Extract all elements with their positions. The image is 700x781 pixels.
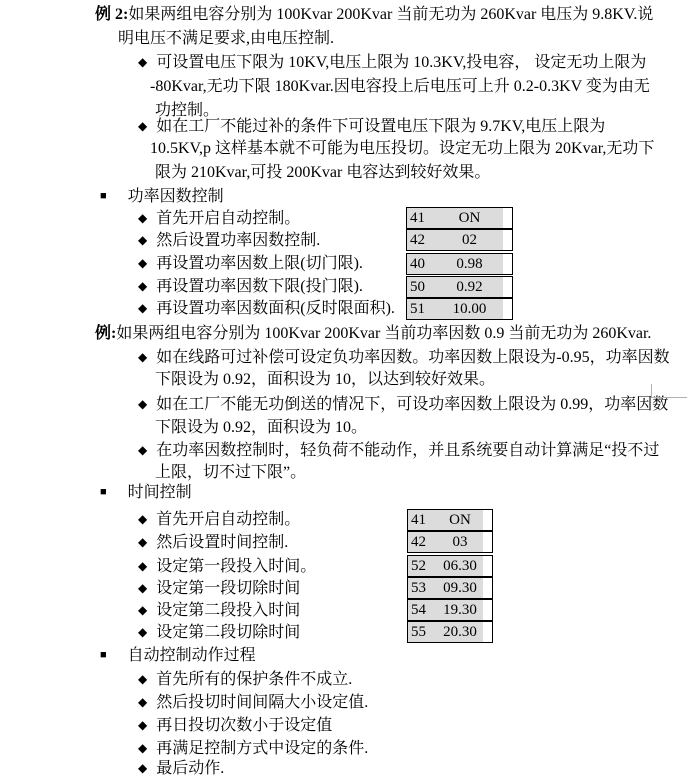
bullet-diamond-icon: ◆ <box>138 350 148 364</box>
box-white-strip <box>503 277 512 297</box>
example-bullet1 <box>138 347 670 368</box>
setting-code: 54 <box>411 602 426 618</box>
auto-section-header <box>100 645 256 666</box>
auto-section-title: 自动控制动作过程 <box>127 647 256 664</box>
example-bullet3 <box>138 440 659 461</box>
auto-bullet-2 <box>138 692 368 713</box>
setting-code: 42 <box>410 232 425 248</box>
setting-value: 20.30 <box>443 624 477 640</box>
setting-value-box <box>406 298 513 320</box>
time-row-5 <box>138 600 300 621</box>
bullet-diamond-icon: ◆ <box>138 55 148 69</box>
bullet-diamond-icon: ◆ <box>138 581 148 595</box>
example-bullet2-cont: 下限设为 0.92，面积设为 10。 <box>155 419 368 436</box>
setting-row-text: 设定第二段切除时间 <box>156 624 301 641</box>
box-white-strip <box>503 254 512 274</box>
bullet-diamond-icon: ◆ <box>138 301 148 315</box>
example2-bullet2-cont2: 限为 210Kvar,可投 200Kvar 电容达到较好效果。 <box>155 164 491 181</box>
setting-value: 09.30 <box>443 580 477 596</box>
box-white-strip <box>483 600 492 620</box>
setting-value-box <box>407 509 493 531</box>
setting-row-text: 再设置功率因数面积(反时限面积). <box>156 300 395 317</box>
auto-bullet-1 <box>138 669 352 690</box>
box-white-strip <box>483 578 492 598</box>
example-label: 例: <box>95 325 117 342</box>
bullet-diamond-icon: ◆ <box>138 211 148 225</box>
setting-value-box <box>407 555 493 577</box>
bullet-text: 可设置电压下限为 10KV,电压上限为 10.3KV,投电容， 设定无功上限为 <box>156 54 647 71</box>
setting-row-text: 首先开启自动控制。 <box>156 511 301 528</box>
setting-code: 40 <box>410 256 425 272</box>
pf-section-header <box>100 186 224 207</box>
example2-bullet1-cont2: 功控制。 <box>155 102 220 119</box>
setting-value: 0.92 <box>456 279 483 295</box>
setting-code: 51 <box>410 301 425 317</box>
setting-value: ON <box>458 210 481 226</box>
setting-code: 41 <box>410 210 425 226</box>
setting-value: 03 <box>452 534 468 550</box>
section-square-icon: ■ <box>100 190 107 202</box>
pf-row-5 <box>138 298 395 319</box>
example2-bullet1-cont1: -80Kvar,无功下限 180Kvar.因电容投上后电压可上升 0.2-0.3KV 变为由无 <box>150 78 650 95</box>
bullet-diamond-icon: ◆ <box>138 718 148 732</box>
bullet-text: 最后动作. <box>156 760 225 777</box>
setting-row-text: 再设置功率因数下限(投门限). <box>156 278 363 295</box>
example2-bullet1 <box>138 52 646 73</box>
bullet-text: 再日投切次数小于设定值 <box>156 717 333 734</box>
bullet-text: 如在工厂不能无功倒送的情况下，可设功率因数上限设为 0.99，功率因数 <box>156 396 669 413</box>
box-white-strip <box>483 510 492 530</box>
setting-row-text: 设定第二段投入时间 <box>156 602 301 619</box>
box-white-strip <box>503 230 512 250</box>
setting-code: 41 <box>411 512 426 528</box>
box-white-strip <box>483 532 492 552</box>
bullet-diamond-icon: ◆ <box>138 535 148 549</box>
setting-code: 52 <box>411 558 426 574</box>
time-row-4 <box>138 578 300 599</box>
bullet-diamond-icon: ◆ <box>138 695 148 709</box>
setting-row-text: 再设置功率因数上限(切门限). <box>156 255 363 272</box>
setting-code: 53 <box>411 580 426 596</box>
pf-row-3 <box>138 253 363 274</box>
example2-heading <box>95 4 653 25</box>
time-section-title: 时间控制 <box>127 484 192 501</box>
bullet-text: 然后投切时间间隔大小设定值. <box>156 694 369 711</box>
bullet-diamond-icon: ◆ <box>138 256 148 270</box>
setting-value-box <box>406 207 513 229</box>
setting-value: 06.30 <box>443 558 477 574</box>
setting-value-box <box>406 253 513 275</box>
bullet-diamond-icon: ◆ <box>138 443 148 457</box>
bullet-diamond-icon: ◆ <box>138 397 148 411</box>
box-white-strip <box>483 622 492 642</box>
setting-value: ON <box>449 512 471 528</box>
setting-value-box <box>407 599 493 621</box>
setting-value-box <box>407 621 493 643</box>
setting-row-text: 设定第一段投入时间。 <box>156 558 317 575</box>
setting-value-box <box>406 229 513 251</box>
setting-value: 0.98 <box>456 256 483 272</box>
setting-code: 55 <box>411 624 426 640</box>
setting-row-text: 然后设置功率因数控制. <box>156 232 321 249</box>
bullet-diamond-icon: ◆ <box>138 672 148 686</box>
example2-bullet2 <box>138 116 605 137</box>
setting-value: 10.00 <box>452 301 487 317</box>
bullet-diamond-icon: ◆ <box>138 761 148 775</box>
time-row-6 <box>138 622 300 643</box>
pf-row-1 <box>138 208 300 229</box>
bullet-diamond-icon: ◆ <box>138 233 148 247</box>
example-heading <box>95 323 651 344</box>
example2-text-line1: 如果两组电容分别为 100Kvar 200Kvar 当前无功为 260Kvar 电压为 9.8KV.说 <box>128 6 654 23</box>
auto-bullet-5 <box>138 758 224 779</box>
setting-row-text: 然后设置时间控制. <box>156 534 289 551</box>
corner-mark <box>651 384 687 398</box>
box-white-strip <box>483 556 492 576</box>
example2-bullet2-cont1: 10.5KV,p 这样基本就不可能为电压投切。设定无功上限为 20Kvar,无功下 <box>150 140 655 157</box>
section-square-icon: ■ <box>100 486 107 498</box>
pf-section-title: 功率因数控制 <box>127 188 224 205</box>
bullet-diamond-icon: ◆ <box>138 741 148 755</box>
example-bullet2 <box>138 394 668 415</box>
auto-bullet-4 <box>138 738 368 759</box>
bullet-text: 在功率因数控制时，轻负荷不能动作，并且系统要自动计算满足“投不过 <box>156 442 660 459</box>
example2-text-line2: 明电压不满足要求,由电压控制. <box>118 30 335 47</box>
bullet-text: 如在线路可过补偿可设定负功率因数。功率因数上限设为-0.95，功率因数 <box>156 349 670 366</box>
section-square-icon: ■ <box>100 649 107 661</box>
setting-code: 50 <box>410 279 425 295</box>
bullet-text: 如在工厂不能过补的条件下可设置电压下限为 9.7KV,电压上限为 <box>156 118 606 135</box>
setting-row-text: 首先开启自动控制。 <box>156 210 301 227</box>
time-row-3 <box>138 556 316 577</box>
setting-row-text: 设定第一段切除时间 <box>156 580 301 597</box>
bullet-text: 再满足控制方式中设定的条件. <box>156 740 369 757</box>
setting-value-box <box>407 577 493 599</box>
bullet-diamond-icon: ◆ <box>138 625 148 639</box>
box-white-strip <box>503 299 512 319</box>
bullet-diamond-icon: ◆ <box>138 559 148 573</box>
example-bullet3-cont: 上限，切不过下限”。 <box>155 464 307 481</box>
setting-value: 19.30 <box>443 602 477 618</box>
auto-bullet-3 <box>138 715 332 736</box>
setting-value: 02 <box>462 232 477 248</box>
setting-code: 42 <box>411 534 426 550</box>
bullet-text: 首先所有的保护条件不成立. <box>156 671 353 688</box>
setting-value-box <box>406 276 513 298</box>
time-section-header <box>100 482 192 503</box>
bullet-diamond-icon: ◆ <box>138 603 148 617</box>
example-text: 如果两组电容分别为 100Kvar 200Kvar 当前功率因数 0.9 当前无功为 260Kvar. <box>116 325 652 342</box>
bullet-diamond-icon: ◆ <box>138 512 148 526</box>
pf-row-2 <box>138 230 320 251</box>
pf-row-4 <box>138 276 363 297</box>
example-bullet1-cont: 下限设为 0.92，面积设为 10，以达到较好效果。 <box>155 371 496 388</box>
box-white-strip <box>503 208 512 228</box>
time-row-2 <box>138 532 288 553</box>
bullet-diamond-icon: ◆ <box>138 279 148 293</box>
bullet-diamond-icon: ◆ <box>138 119 148 133</box>
example2-label: 例 2: <box>95 6 129 23</box>
time-row-1 <box>138 509 300 530</box>
setting-value-box <box>407 531 493 553</box>
